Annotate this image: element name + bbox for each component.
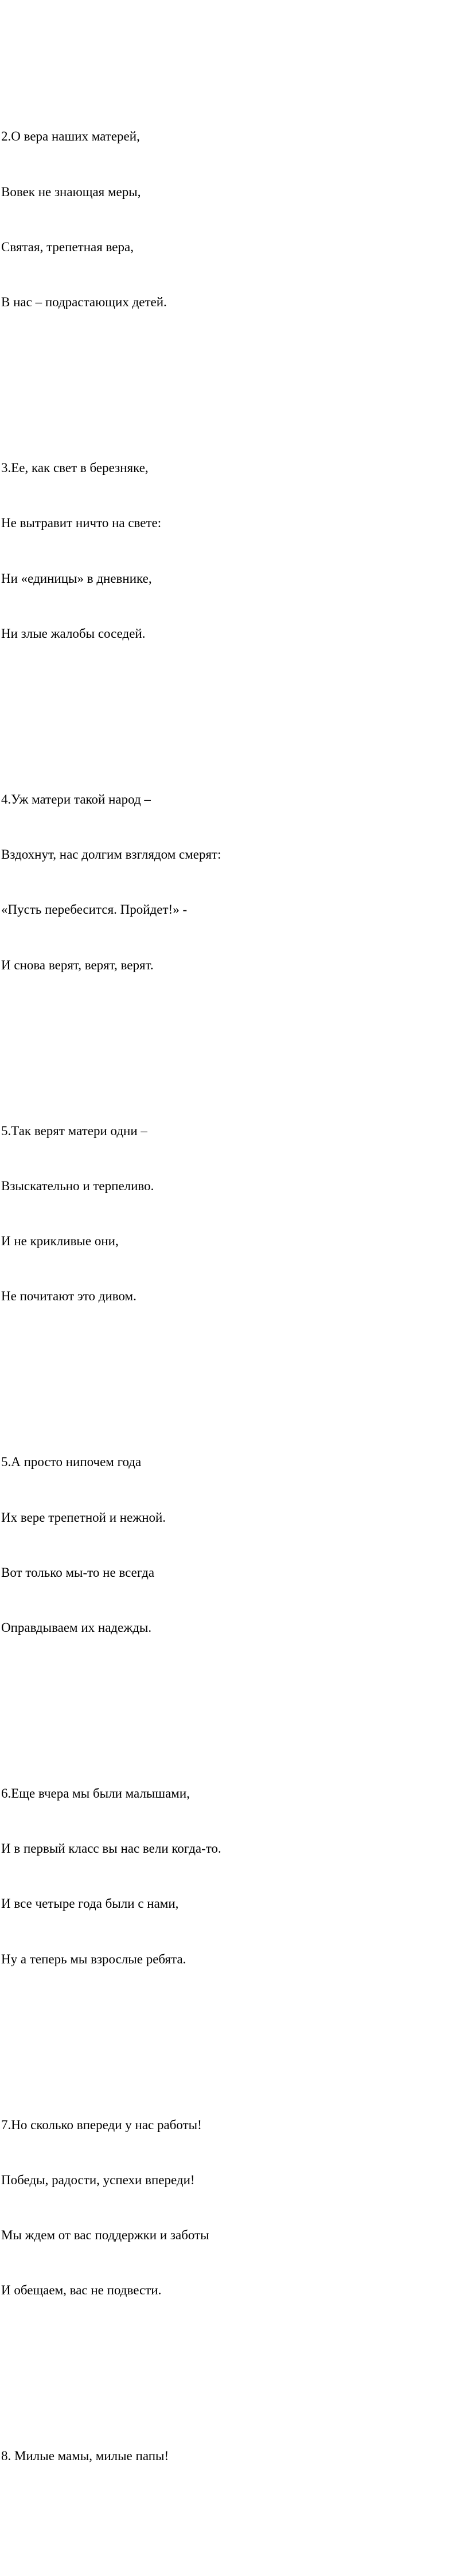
poem-text [1,36,221,2576]
poem-line: Ни злые жалобы соседей. [1,626,146,641]
poem-line: 6.Еще вчера мы были малышами, [1,1786,190,1801]
poem-line: 2.О вера наших матерей, [1,129,140,144]
poem-line: И в первый класс вы нас вели когда-то. [1,1841,221,1856]
poem-line: 8. Милые мамы, милые папы! [1,2449,169,2464]
poem-line: Вот только мы-то не всегда [1,1565,155,1580]
poem-line: 7.Но сколько впереди у нас работы! [1,2117,202,2132]
stanza-6 [1,1748,221,2005]
stanza-7 [1,2079,221,2336]
poem-line: И все четыре года были с нами, [1,1896,179,1911]
poem-line: Оправдываем их надежды. [1,1620,152,1635]
stanza-4 [1,754,221,1011]
poem-line: И снова верят, верят, верят. [1,957,154,972]
poem-line: «Пусть перебесится. Пройдет!» - [1,902,188,917]
stanza-8 [1,2410,221,2502]
poem-line: И не крикливые они, [1,1234,119,1249]
poem-line: Вздохнут, нас долгим взглядом смерят: [1,847,221,862]
poem-line: Взыскательно и терпеливо. [1,1178,154,1193]
poem-line: Победы, радости, успехи впереди! [1,2172,195,2187]
poem-line: Ни «единицы» в дневнике, [1,571,152,586]
poem-line: 3.Ее, как свет в березняке, [1,461,149,476]
poem-line: Их вере трепетной и нежной. [1,1510,166,1525]
poem-line: 4.Уж матери такой народ – [1,792,151,806]
stanza-5a [1,1085,221,1342]
stanza-3 [1,422,221,680]
poem-line: Святая, трепетная вера, [1,240,134,255]
poem-line: Вовек не знающая меры, [1,184,141,199]
poem-line: Не вытравит ничто на свете: [1,516,162,531]
stanza-2 [1,91,221,348]
poem-line: 5.А просто нипочем года [1,1455,142,1470]
stanza-5b [1,1416,221,1674]
poem-line: И обещаем, вас не подвести. [1,2283,162,2298]
poem-line: Мы ждем от вас поддержки и заботы [1,2228,209,2243]
poem-line: Не почитают это дивом. [1,1289,136,1304]
poem-line: 5.Так верят матери одни – [1,1123,147,1138]
poem-line: Ну а теперь мы взрослые ребята. [1,1951,186,1966]
poem-line: В нас – подрастающих детей. [1,295,167,310]
